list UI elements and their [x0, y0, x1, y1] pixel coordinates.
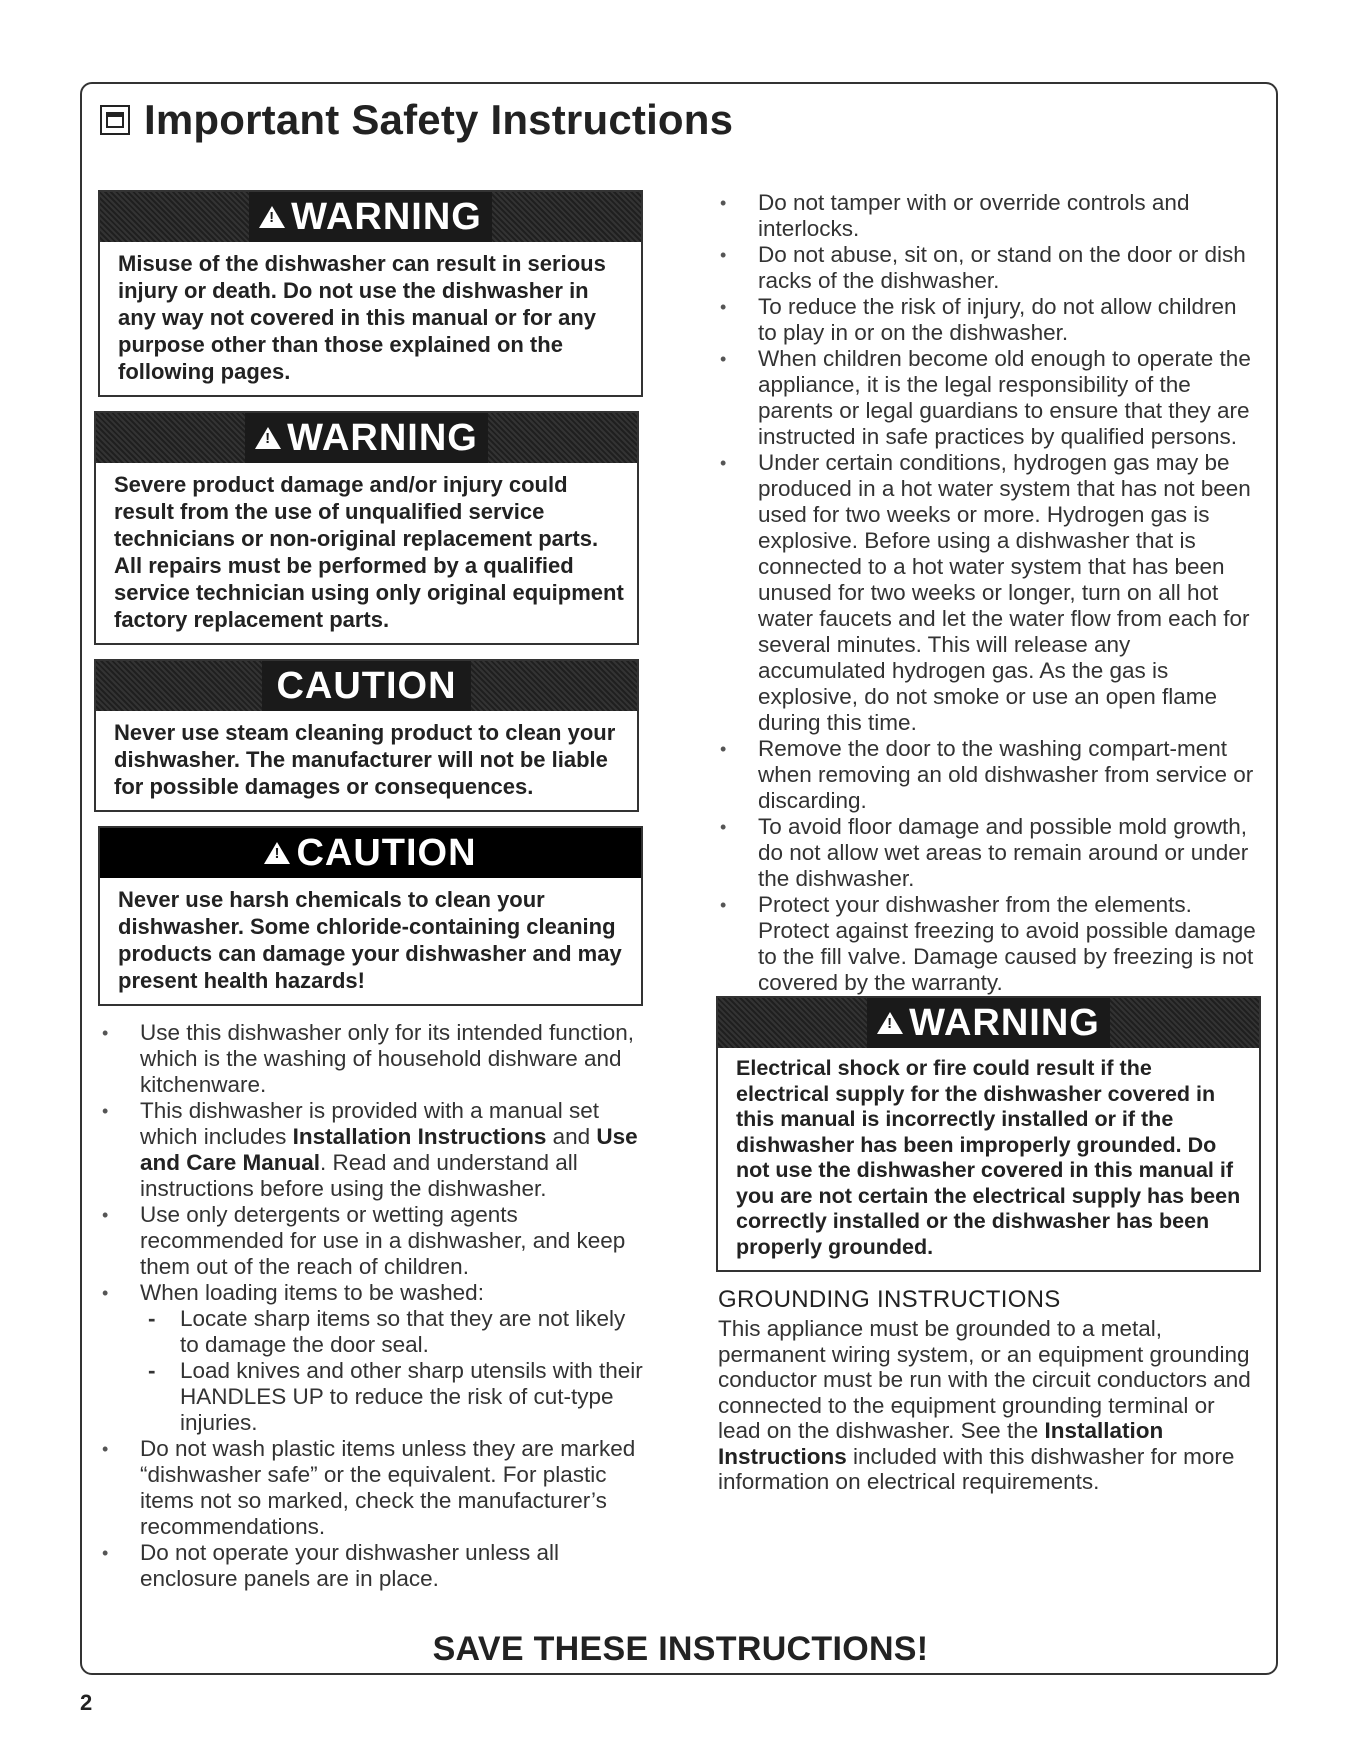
- list-item: • Remove the door to the washing compart-ment when removing an old dishwasher from service or discarding.: [716, 736, 1261, 814]
- warning-header: [718, 998, 1259, 1048]
- right-bullet-list: [716, 190, 1261, 996]
- list-item: • When loading items to be washed: - Locate sharp items so that they are not likely to damage the door seal. - Load knives and other sharp utensils with their HANDLES UP to reduce the risk of cut-type injuries.: [98, 1280, 643, 1436]
- sub-list-item: - Locate sharp items so that they are not likely to damage the door seal.: [140, 1306, 643, 1358]
- list-item: • Do not wash plastic items unless they are marked “dishwasher safe” or the equivalent. For plastic items not so marked, check the manufacturer’s recommendations.: [98, 1436, 643, 1540]
- list-item: • Do not abuse, sit on, or stand on the door or dish racks of the dishwasher.: [716, 242, 1261, 294]
- warning-label: WARNING: [287, 417, 478, 459]
- sub-list: [140, 1306, 643, 1436]
- grounding-heading: GROUNDING INSTRUCTIONS: [718, 1286, 1061, 1313]
- caution-header: [96, 661, 637, 711]
- warning-text: Electrical shock or fire could result if the electrical supply for the dishwasher covered in this manual is incorrectly installed or if the dishwasher has been improperly grounded. Do not use the dishwasher covered in this manual if you are not certain the electrical supply has been correctly installed or the dishwasher has been properly grounded.: [736, 1056, 1241, 1259]
- list-item: • To avoid floor damage and possible mold growth, do not allow wet areas to remain around or under the dishwasher.: [716, 814, 1261, 892]
- caution-box-chemicals: [98, 826, 643, 1006]
- caution-label: CAUTION: [276, 665, 457, 707]
- warning-header: [100, 192, 641, 242]
- left-column: [98, 190, 643, 1592]
- caution-label: CAUTION: [296, 832, 477, 874]
- caution-text: Never use steam cleaning product to clean your dishwasher. The manufacturer will not be liable for possible damages or consequences.: [114, 720, 616, 799]
- right-column: [716, 190, 1261, 1495]
- warning-text: Misuse of the dishwasher can result in serious injury or death. Do not use the dishwasher in any way not covered in this manual or for any purpose other than those explained on the following pages.: [118, 251, 606, 384]
- warning-triangle-icon: [259, 206, 285, 228]
- caution-box-steam: [94, 659, 639, 812]
- warning-text: Severe product damage and/or injury could result from the use of unqualified service technicians or non-original replacement parts. All repairs must be performed by a qualified service technician using only original equipment factory replacement parts.: [114, 472, 624, 632]
- sub-list-item: - Load knives and other sharp utensils with their HANDLES UP to reduce the risk of cut-type injuries.: [140, 1358, 643, 1436]
- list-item: • Use this dishwasher only for its intended function, which is the washing of household dishware and kitchenware.: [98, 1020, 643, 1098]
- left-bullet-list: [98, 1020, 643, 1592]
- warning-triangle-icon: [255, 427, 281, 449]
- grounding-text: This appliance must be grounded to a metal, permanent wiring system, or an equipment grounding conductor must be run with the circuit conductors and connected to the equipment grounding terminal or lead on the dishwasher. See the Installation Instructions included with this dishwasher for more information on electrical requirements.: [718, 1316, 1251, 1494]
- list-item: • Protect your dishwasher from the elements. Protect against freezing to avoid possible damage to the fill valve. Damage caused by freezing is not covered by the warranty.: [716, 892, 1261, 996]
- title-row: [100, 96, 733, 144]
- page-title: Important Safety Instructions: [144, 96, 734, 143]
- caution-text: Never use harsh chemicals to clean your dishwasher. Some chloride-containing cleaning products can damage your dishwasher and may present health hazards!: [118, 887, 622, 993]
- warning-label: WARNING: [291, 196, 482, 238]
- save-instructions: SAVE THESE INSTRUCTIONS!: [432, 1630, 929, 1668]
- list-item: • Do not tamper with or override controls and interlocks.: [716, 190, 1261, 242]
- warning-triangle-icon: [877, 1012, 903, 1034]
- list-item: • Use only detergents or wetting agents recommended for use in a dishwasher, and keep them out of the reach of children.: [98, 1202, 643, 1280]
- list-item: • When children become old enough to operate the appliance, it is the legal responsibility of the parents or legal guardians to ensure that they are instructed in safe practices by qualified persons.: [716, 346, 1261, 450]
- warning-box-misuse: [98, 190, 643, 397]
- warning-label: WARNING: [909, 1002, 1100, 1044]
- warning-triangle-icon: [264, 842, 290, 864]
- warning-box-service: [94, 411, 639, 645]
- list-item: • Under certain conditions, hydrogen gas may be produced in a hot water system that has not been used for two weeks or more. Hydrogen gas is explosive. Before using a dishwasher that is connected to a hot water system that has been unused for two weeks or longer, turn on all hot water faucets and let the water flow from each for several minutes. This will release any accumulated hydrogen gas. As the gas is explosive, do not smoke or use an open flame during this time.: [716, 450, 1261, 736]
- warning-box-electrical: [716, 996, 1261, 1272]
- book-icon: [100, 105, 130, 135]
- caution-header: [100, 828, 641, 878]
- list-item: • This dishwasher is provided with a manual set which includes Installation Instructions and Use and Care Manual. Read and understand all instructions before using the dishwasher.: [98, 1098, 643, 1202]
- page-number: 2: [80, 1690, 93, 1715]
- list-item: • To reduce the risk of injury, do not allow children to play in or on the dishwasher.: [716, 294, 1261, 346]
- warning-header: [96, 413, 637, 463]
- list-item: • Do not operate your dishwasher unless all enclosure panels are in place.: [98, 1540, 643, 1592]
